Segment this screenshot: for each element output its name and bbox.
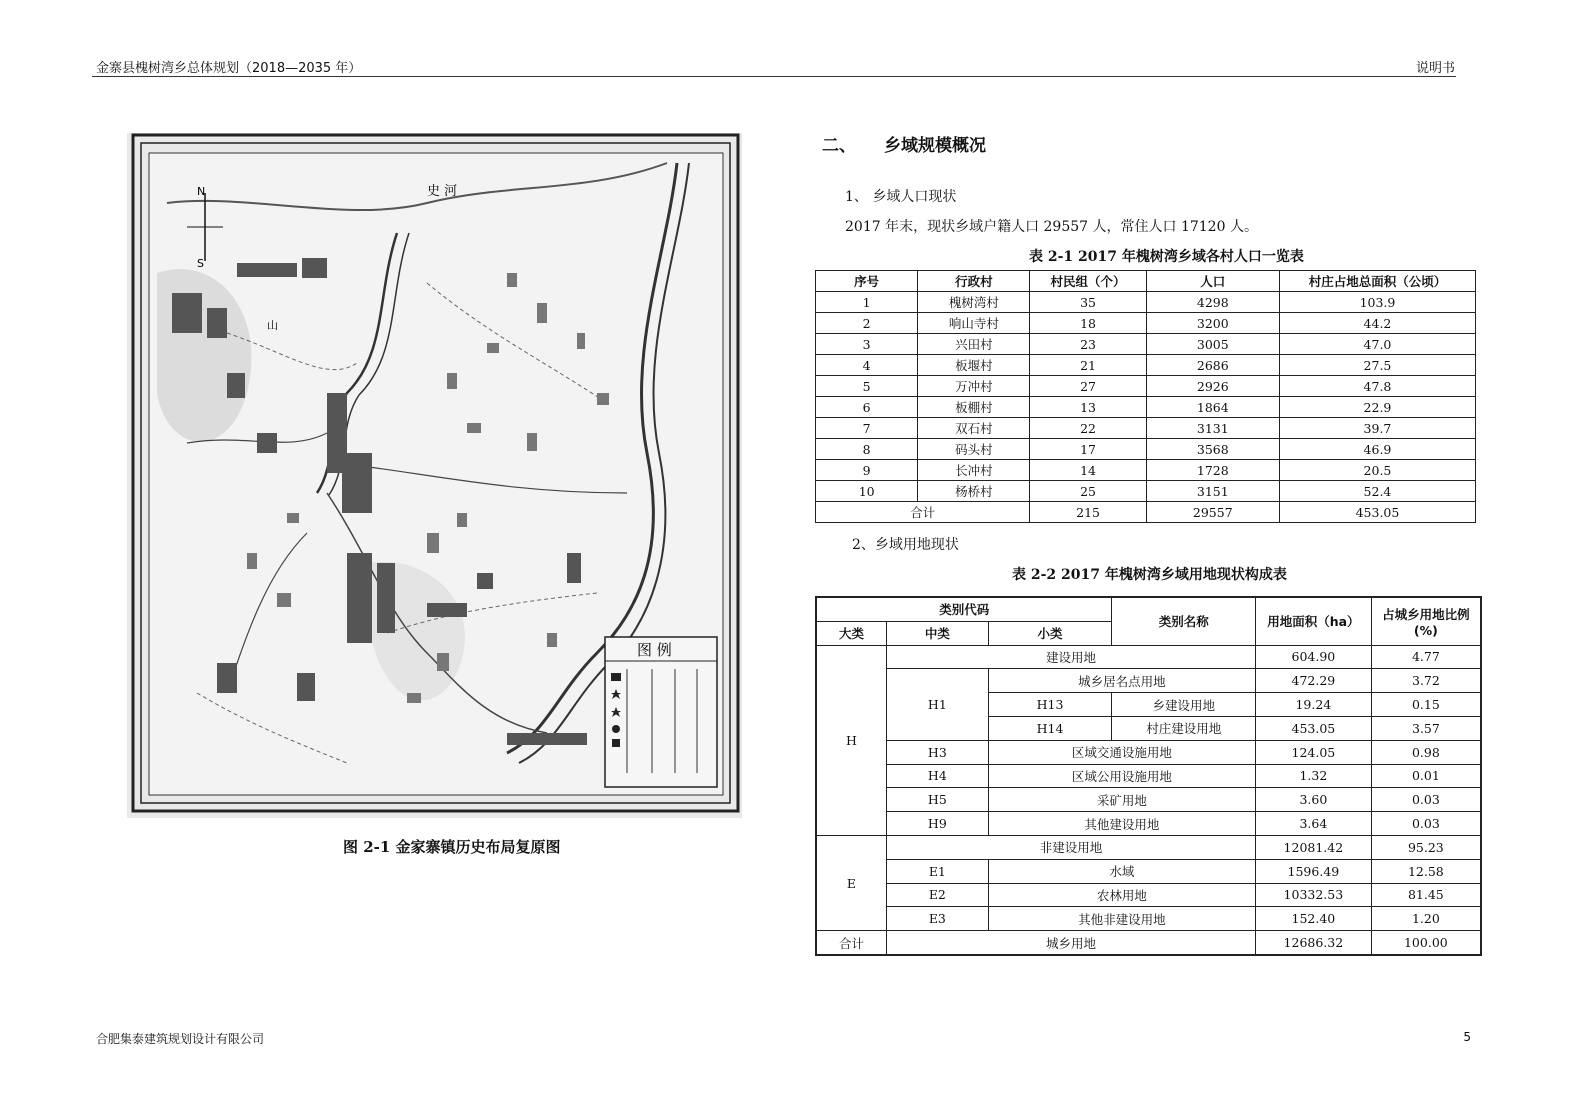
table2-area: 124.05 (1256, 740, 1372, 764)
table2-area: 12081.42 (1256, 835, 1372, 859)
table1-cell-population: 3151 (1146, 481, 1279, 502)
table2-header-ratio-line2: (%) (1413, 622, 1438, 638)
table2-row (816, 907, 1481, 931)
table1-row (816, 397, 1476, 418)
table2-mid-code: H5 (886, 788, 988, 812)
village-population-table (815, 270, 1476, 523)
table1-cell-area: 47.8 (1279, 376, 1475, 397)
table2-area: 1596.49 (1256, 859, 1372, 883)
table2-name: 区域交通设施用地 (988, 740, 1255, 764)
table2-row (816, 883, 1481, 907)
subsection-landuse: 2、乡域用地现状 (852, 537, 959, 553)
table2-ratio: 95.23 (1371, 835, 1481, 859)
table1-total-population: 29557 (1146, 502, 1279, 523)
table2-area: 1.32 (1256, 764, 1372, 788)
table2-row (816, 835, 1481, 859)
table1-cell-index: 7 (816, 418, 918, 439)
table1-cell-population: 3131 (1146, 418, 1279, 439)
table2-ratio: 0.03 (1371, 788, 1481, 812)
table2-row (816, 788, 1481, 812)
table1-cell-area: 22.9 (1279, 397, 1475, 418)
table2-ratio: 12.58 (1371, 859, 1481, 883)
table1-cell-groups: 35 (1030, 292, 1146, 313)
table2-total-label: 合计 (816, 931, 886, 955)
table1-cell-population: 1728 (1146, 460, 1279, 481)
population-paragraph: 2017 年末，现状乡域户籍人口 29557 人，常住人口 17120 人。 (845, 219, 1258, 235)
table1-row (816, 460, 1476, 481)
table2-mid-code: H3 (886, 740, 988, 764)
table1-cell-area: 46.9 (1279, 439, 1475, 460)
table2-area: 152.40 (1256, 907, 1372, 931)
table1-cell-groups: 13 (1030, 397, 1146, 418)
table2-header-small: 小类 (988, 621, 1112, 645)
table1-cell-groups: 17 (1030, 439, 1146, 460)
table1-total-area: 453.05 (1279, 502, 1475, 523)
table2-row (816, 645, 1481, 669)
table2-ratio: 0.98 (1371, 740, 1481, 764)
table1-cell-population: 4298 (1146, 292, 1279, 313)
table2-total-ratio: 100.00 (1371, 931, 1481, 955)
table1-cell-village: 双石村 (918, 418, 1030, 439)
table2-total-name: 城乡用地 (886, 931, 1255, 955)
table2-name: 水域 (988, 859, 1255, 883)
table1-cell-index: 8 (816, 439, 918, 460)
table2-row (816, 812, 1481, 836)
table1-cell-population: 2686 (1146, 355, 1279, 376)
table1-cell-area: 47.0 (1279, 334, 1475, 355)
map-mountain-label: 山 (267, 319, 278, 332)
table1-cell-village: 板堰村 (918, 355, 1030, 376)
map-legend-title: 图 例 (637, 641, 672, 659)
table2-header-name: 类别名称 (1112, 597, 1256, 645)
table2-name: 城乡居名点用地 (988, 669, 1255, 693)
historical-map-figure (127, 133, 742, 818)
table1-cell-index: 3 (816, 334, 918, 355)
table1-row (816, 418, 1476, 439)
table1-row (816, 439, 1476, 460)
table2-small-code: H13 (988, 693, 1112, 717)
landuse-table (815, 596, 1482, 956)
table2-mid-code: E3 (886, 907, 988, 931)
table2-header-area: 用地面积（ha） (1256, 597, 1372, 645)
table1-cell-village: 响山寺村 (918, 313, 1030, 334)
table1-cell-area: 52.4 (1279, 481, 1475, 502)
table2-mid-code: H4 (886, 764, 988, 788)
table2-header-ratio (1371, 597, 1481, 645)
table1-cell-village: 长冲村 (918, 460, 1030, 481)
table1-row (816, 292, 1476, 313)
table2-small-code: H14 (988, 716, 1112, 740)
table2-header-ratio-line1: 占城乡用地比例 (1382, 606, 1470, 622)
table2-area: 472.29 (1256, 669, 1372, 693)
table1-cell-village: 槐树湾村 (918, 292, 1030, 313)
table2-title: 表 2-2 2017 年槐树湾乡域用地现状构成表 (1012, 567, 1287, 583)
table1-cell-area: 27.5 (1279, 355, 1475, 376)
table1-cell-population: 1864 (1146, 397, 1279, 418)
table2-name: 区域公用设施用地 (988, 764, 1255, 788)
table1-header-cell: 村民组（个） (1030, 271, 1146, 292)
table1-cell-index: 1 (816, 292, 918, 313)
table2-ratio: 0.15 (1371, 693, 1481, 717)
table1-header-cell: 序号 (816, 271, 918, 292)
table2-name: 其他建设用地 (988, 812, 1255, 836)
table1-row (816, 313, 1476, 334)
table2-mid-code: H9 (886, 812, 988, 836)
table1-cell-village: 板棚村 (918, 397, 1030, 418)
table1-row (816, 376, 1476, 397)
table2-row (816, 740, 1481, 764)
table1-cell-groups: 27 (1030, 376, 1146, 397)
table1-cell-index: 6 (816, 397, 918, 418)
table2-area: 19.24 (1256, 693, 1372, 717)
table2-area: 3.64 (1256, 812, 1372, 836)
table1-cell-village: 兴田村 (918, 334, 1030, 355)
map-south-label: S (197, 257, 204, 270)
table2-ratio: 3.72 (1371, 669, 1481, 693)
table2-name: 采矿用地 (988, 788, 1255, 812)
table1-cell-population: 3200 (1146, 313, 1279, 334)
table1-cell-groups: 18 (1030, 313, 1146, 334)
table1-cell-groups: 22 (1030, 418, 1146, 439)
figure-caption: 图 2-1 金家寨镇历史布局复原图 (343, 838, 561, 856)
table1-title: 表 2-1 2017 年槐树湾乡域各村人口一览表 (1029, 249, 1304, 265)
table1-cell-groups: 21 (1030, 355, 1146, 376)
header-rule (92, 76, 1456, 77)
table2-header-row (816, 597, 1481, 621)
header-doc-type: 说明书 (1415, 61, 1455, 76)
table2-header-code: 类别代码 (816, 597, 1112, 621)
table2-ratio: 1.20 (1371, 907, 1481, 931)
subsection-population: 1、 乡域人口现状 (845, 189, 957, 205)
header-title: 金寨县槐树湾乡总体规划（2018—2035 年） (96, 61, 362, 76)
table1-row (816, 481, 1476, 502)
table1-cell-index: 4 (816, 355, 918, 376)
historical-map-image (127, 133, 742, 818)
table2-mid-code: E1 (886, 859, 988, 883)
table2-name: 村庄建设用地 (1112, 716, 1256, 740)
section-heading (822, 131, 986, 156)
table2-area: 604.90 (1256, 645, 1372, 669)
table2-ratio: 0.03 (1371, 812, 1481, 836)
table1-cell-index: 5 (816, 376, 918, 397)
table1-cell-groups: 14 (1030, 460, 1146, 481)
table2-name: 建设用地 (886, 645, 1255, 669)
table1-cell-groups: 25 (1030, 481, 1146, 502)
map-river-label: 史 河 (427, 184, 458, 199)
table2-name: 其他非建设用地 (988, 907, 1255, 931)
table2-total-row (816, 931, 1481, 955)
table2-ratio: 4.77 (1371, 645, 1481, 669)
table2-ratio: 3.57 (1371, 716, 1481, 740)
table1-header-cell: 行政村 (918, 271, 1030, 292)
table1-total-groups: 215 (1030, 502, 1146, 523)
table1-total-label: 合计 (816, 502, 1030, 523)
table2-row (816, 764, 1481, 788)
table1-cell-index: 2 (816, 313, 918, 334)
table2-name: 非建设用地 (886, 835, 1255, 859)
table1-cell-population: 3005 (1146, 334, 1279, 355)
table1-cell-groups: 23 (1030, 334, 1146, 355)
table2-total-area: 12686.32 (1256, 931, 1372, 955)
table1-row (816, 355, 1476, 376)
table1-cell-index: 10 (816, 481, 918, 502)
table1-cell-area: 20.5 (1279, 460, 1475, 481)
table2-name: 乡建设用地 (1112, 693, 1256, 717)
table1-cell-population: 3568 (1146, 439, 1279, 460)
table2-area: 453.05 (1256, 716, 1372, 740)
table1-header-row (816, 271, 1476, 292)
table1-header-cell: 村庄占地总面积（公顷） (1279, 271, 1475, 292)
page-number: 5 (1463, 1030, 1471, 1044)
table2-big-e: E (816, 835, 886, 930)
table2-header-big: 大类 (816, 621, 886, 645)
table1-cell-population: 2926 (1146, 376, 1279, 397)
table2-area: 3.60 (1256, 788, 1372, 812)
table1-header-cell: 人口 (1146, 271, 1279, 292)
table2-big-h: H (816, 645, 886, 835)
table1-cell-village: 码头村 (918, 439, 1030, 460)
table2-row (816, 669, 1481, 693)
table2-ratio: 0.01 (1371, 764, 1481, 788)
table2-area: 10332.53 (1256, 883, 1372, 907)
table2-name: 农林用地 (988, 883, 1255, 907)
table2-header-mid: 中类 (886, 621, 988, 645)
table2-mid-code: E2 (886, 883, 988, 907)
map-north-label: N (197, 185, 206, 198)
table1-cell-index: 9 (816, 460, 918, 481)
section-title: 乡域规模概况 (884, 136, 986, 156)
table2-ratio: 81.45 (1371, 883, 1481, 907)
table2-mid-code: H1 (886, 669, 988, 740)
table1-cell-area: 39.7 (1279, 418, 1475, 439)
table1-cell-area: 44.2 (1279, 313, 1475, 334)
table1-cell-area: 103.9 (1279, 292, 1475, 313)
table1-total-row (816, 502, 1476, 523)
section-number: 二、 (822, 136, 856, 156)
table1-cell-village: 万冲村 (918, 376, 1030, 397)
table1-row (816, 334, 1476, 355)
table1-cell-village: 杨桥村 (918, 481, 1030, 502)
table2-row (816, 859, 1481, 883)
footer-company: 合肥集泰建筑规划设计有限公司 (96, 1032, 265, 1046)
